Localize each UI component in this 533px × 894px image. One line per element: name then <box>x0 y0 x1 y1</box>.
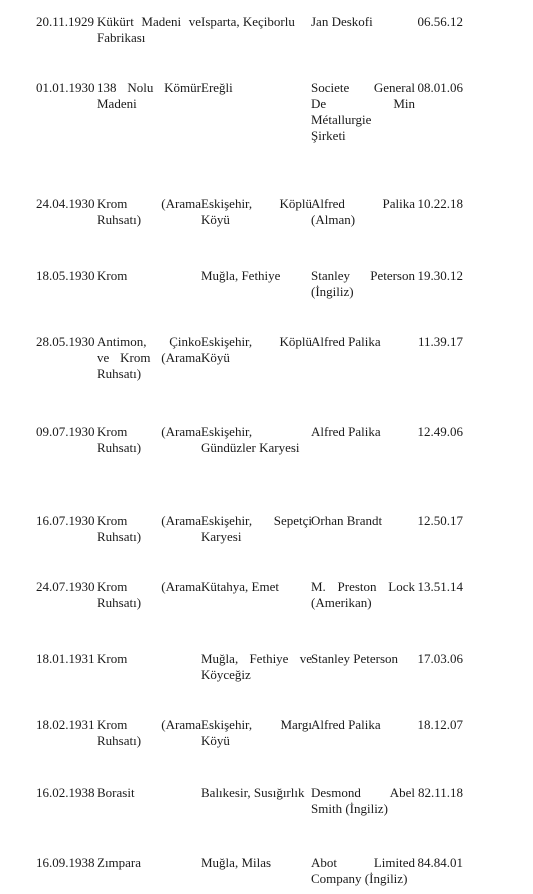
mineral-cell <box>97 80 201 112</box>
code-cell: 12.49.06 <box>417 424 463 439</box>
cell-line: Muğla, Fethiye <box>201 268 281 283</box>
date-cell: 01.01.1930 <box>36 80 95 95</box>
cell-line: De Min <box>311 96 415 111</box>
cell-line: Köyceğiz <box>201 667 251 682</box>
cell-line: 138 Nolu Kömür <box>97 80 201 95</box>
code-cell: 18.12.07 <box>417 717 463 732</box>
code-cell: 11.39.17 <box>417 334 463 349</box>
cell-line: Isparta, Keçiborlu <box>201 14 295 29</box>
code-cell: 19.30.12 <box>417 268 463 283</box>
code-cell: 08.01.06 <box>417 80 463 95</box>
mineral-cell <box>97 14 201 46</box>
holder-cell <box>311 268 415 300</box>
holder-cell <box>311 579 415 611</box>
mineral-cell <box>97 717 201 749</box>
cell-line: (Alman) <box>311 212 356 227</box>
cell-line: Antimon, Çinko <box>97 334 201 349</box>
cell-line: Eskişehir, Köplü <box>201 334 312 349</box>
date-cell: 18.01.1931 <box>36 651 95 666</box>
cell-line: Ruhsatı) <box>97 212 142 227</box>
cell-line: Köyü <box>201 350 230 365</box>
cell-line: Kütahya, Emet <box>201 579 279 594</box>
cell-line: Köyü <box>201 212 230 227</box>
location-cell <box>201 651 312 683</box>
date-cell: 28.05.1930 <box>36 334 95 349</box>
location-cell <box>201 268 312 284</box>
cell-line: Orhan Brandt <box>311 513 383 528</box>
code-cell: 12.50.17 <box>417 513 463 528</box>
location-cell <box>201 424 312 456</box>
location-cell <box>201 717 312 749</box>
code-cell: 10.22.18 <box>417 196 463 211</box>
mineral-cell <box>97 855 201 871</box>
date-cell: 18.05.1930 <box>36 268 95 283</box>
holder-cell <box>311 424 415 440</box>
cell-line: Alfred Palika <box>311 334 381 349</box>
cell-line: Ruhsatı) <box>97 733 142 748</box>
cell-line: Ruhsatı) <box>97 595 142 610</box>
mineral-cell <box>97 334 201 382</box>
cell-line: Krom (Arama <box>97 196 201 211</box>
cell-line: Krom <box>97 268 128 283</box>
cell-line: Smith (İngiliz) <box>311 801 388 816</box>
cell-line: Şirketi <box>311 128 346 143</box>
location-cell <box>201 579 312 595</box>
cell-line: Krom (Arama <box>97 513 201 528</box>
holder-cell <box>311 651 415 667</box>
cell-line: Stanley Peterson <box>311 268 415 283</box>
date-cell: 16.09.1938 <box>36 855 95 870</box>
cell-line: Stanley Peterson <box>311 651 399 666</box>
code-cell: 84.84.01 <box>417 855 463 870</box>
date-cell: 24.07.1930 <box>36 579 95 594</box>
cell-line: Métallurgie <box>311 112 372 127</box>
mineral-cell <box>97 785 201 801</box>
cell-line: Abot Limited <box>311 855 415 870</box>
location-cell <box>201 334 312 366</box>
mineral-cell <box>97 268 201 284</box>
holder-cell <box>311 80 415 144</box>
cell-line: Ruhsatı) <box>97 529 142 544</box>
cell-line: Karyesi <box>201 529 242 544</box>
cell-line: Krom (Arama <box>97 579 201 594</box>
location-cell <box>201 196 312 228</box>
cell-line: Eskişehir, Margı <box>201 717 312 732</box>
cell-line: Gündüzler Karyesi <box>201 440 300 455</box>
cell-line: M. Preston Lock <box>311 579 415 594</box>
cell-line: Balıkesir, Susığırlık <box>201 785 305 800</box>
cell-line: ve Krom (Arama <box>97 350 201 365</box>
date-cell: 18.02.1931 <box>36 717 95 732</box>
cell-line: Jan Deskofi <box>311 14 373 29</box>
location-cell <box>201 855 312 871</box>
cell-line: Ruhsatı) <box>97 366 142 381</box>
cell-line: Madeni <box>97 96 137 111</box>
mineral-cell <box>97 424 201 456</box>
cell-line: Company (İngiliz) <box>311 871 408 886</box>
holder-cell <box>311 334 415 350</box>
mineral-cell <box>97 651 201 667</box>
cell-line: Alfred Palika <box>311 717 381 732</box>
code-cell: 17.03.06 <box>417 651 463 666</box>
cell-line: Borasit <box>97 785 135 800</box>
holder-cell <box>311 855 415 887</box>
date-cell: 16.02.1938 <box>36 785 95 800</box>
location-cell <box>201 513 312 545</box>
holder-cell <box>311 717 415 733</box>
location-cell <box>201 785 312 801</box>
location-cell <box>201 14 312 30</box>
mineral-cell <box>97 196 201 228</box>
cell-line: Alfred Palika <box>311 196 415 211</box>
cell-line: Krom (Arama <box>97 424 201 439</box>
cell-line: Kükürt Madeni ve <box>97 14 201 29</box>
cell-line: Eskişehir, Sepetçi <box>201 513 312 528</box>
cell-line: Zımpara <box>97 855 142 870</box>
cell-line: Ereğli <box>201 80 233 95</box>
cell-line: Krom <box>97 651 128 666</box>
code-cell: 82.11.18 <box>417 785 463 800</box>
date-cell: 24.04.1930 <box>36 196 95 211</box>
cell-line: Ruhsatı) <box>97 440 142 455</box>
holder-cell <box>311 785 415 817</box>
cell-line: Eskişehir, <box>201 424 253 439</box>
mineral-cell <box>97 513 201 545</box>
cell-line: (Amerikan) <box>311 595 372 610</box>
cell-line: Köyü <box>201 733 230 748</box>
cell-line: Muğla, Fethiye ve <box>201 651 312 666</box>
location-cell <box>201 80 312 96</box>
date-cell: 16.07.1930 <box>36 513 95 528</box>
holder-cell <box>311 14 415 30</box>
date-cell: 09.07.1930 <box>36 424 95 439</box>
holder-cell <box>311 513 415 529</box>
code-cell: 06.56.12 <box>417 14 463 29</box>
cell-line: Fabrikası <box>97 30 146 45</box>
cell-line: (İngiliz) <box>311 284 354 299</box>
date-cell: 20.11.1929 <box>36 14 95 29</box>
cell-line: Eskişehir, Köplü <box>201 196 312 211</box>
cell-line: Krom (Arama <box>97 717 201 732</box>
code-cell: 13.51.14 <box>417 579 463 594</box>
cell-line: Societe General <box>311 80 415 95</box>
cell-line: Desmond Abel <box>311 785 415 800</box>
cell-line: Muğla, Milas <box>201 855 272 870</box>
mineral-cell <box>97 579 201 611</box>
holder-cell <box>311 196 415 228</box>
cell-line: Alfred Palika <box>311 424 381 439</box>
